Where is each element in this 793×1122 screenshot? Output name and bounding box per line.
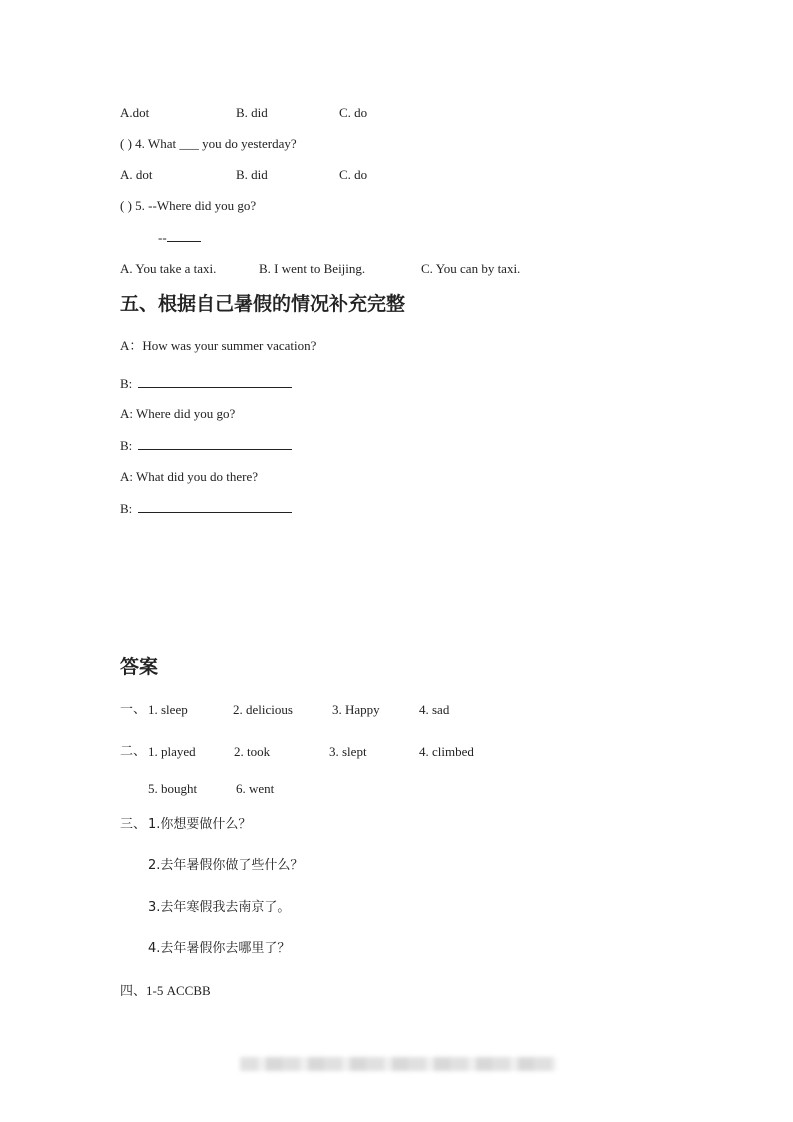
q3-option-c: C. do — [339, 105, 368, 120]
answers-s4-text: 1-5 ACCBB — [146, 983, 211, 998]
dialog-text: What did you do there? — [136, 469, 259, 484]
q3-option-a: A.dot — [120, 105, 150, 120]
answer-blank — [138, 437, 292, 450]
dialog-line-2 — [120, 375, 292, 392]
answer-item: 3. slept — [329, 744, 367, 759]
answer-item: 4. sad — [419, 702, 450, 717]
dialog-line-6 — [120, 500, 292, 517]
q3-option-b: B. did — [236, 105, 268, 120]
answers-s3-label: 三、 — [120, 817, 147, 832]
answers-s2-label: 二、 — [120, 744, 147, 759]
dialog-text: How was your summer vacation? — [142, 338, 317, 353]
q4-option-c: C. do — [339, 167, 368, 182]
dialog-line-1 — [120, 338, 316, 354]
dialog-line-4 — [120, 437, 292, 454]
answer-item: 1. sleep — [148, 702, 188, 717]
answer-item: 2.去年暑假你做了些什么？ — [148, 858, 304, 873]
q5-stem: ( ) 5. --Where did you go? — [120, 198, 257, 213]
section5-title: 五、根据自己暑假的情况补充完整 — [120, 293, 406, 315]
answers-s4-label: 四、 — [120, 984, 147, 999]
answer-item: 1. played — [148, 744, 196, 759]
answer-item: 3. Happy — [332, 702, 380, 717]
q4-stem: ( ) 4. What ___ you do yesterday? — [120, 136, 297, 151]
speaker-a: A： — [120, 338, 143, 353]
q5-option-c: C. You can by taxi. — [421, 261, 521, 276]
answers-title: 答案 — [120, 656, 159, 678]
dialog-line-5 — [120, 469, 258, 485]
q5-answer-prefix: -- — [158, 230, 167, 245]
answer-item: 1.你想要做什么？ — [148, 817, 252, 832]
speaker-a: A: — [120, 469, 133, 484]
blurred-footer — [240, 1057, 556, 1071]
q5-answer-blank — [167, 229, 201, 242]
answer-item: 4.去年暑假你去哪里了？ — [148, 941, 291, 956]
answer-item: 6. went — [236, 781, 275, 796]
answer-item: 4. climbed — [419, 744, 474, 759]
speaker-b: B: — [120, 501, 133, 516]
answer-item: 5. bought — [148, 781, 198, 796]
answer-item: 3.去年寒假我去南京了。 — [148, 900, 291, 915]
speaker-b: B: — [120, 376, 133, 391]
speaker-a: A: — [120, 406, 133, 421]
answers-s4 — [120, 983, 211, 1000]
q4-option-b: B. did — [236, 167, 268, 182]
answer-item: 2. took — [234, 744, 271, 759]
dialog-line-3 — [120, 406, 235, 422]
q5-option-a: A. You take a taxi. — [120, 261, 217, 276]
q5-option-b: B. I went to Beijing. — [259, 261, 366, 276]
answer-blank — [138, 500, 292, 513]
dialog-text: Where did you go? — [136, 406, 236, 421]
q5-answer-line — [158, 229, 201, 246]
answer-item: 2. delicious — [233, 702, 293, 717]
answer-blank — [138, 375, 292, 388]
q4-option-a: A. dot — [120, 167, 153, 182]
answers-s1-label: 一、 — [120, 702, 147, 717]
speaker-b: B: — [120, 438, 133, 453]
